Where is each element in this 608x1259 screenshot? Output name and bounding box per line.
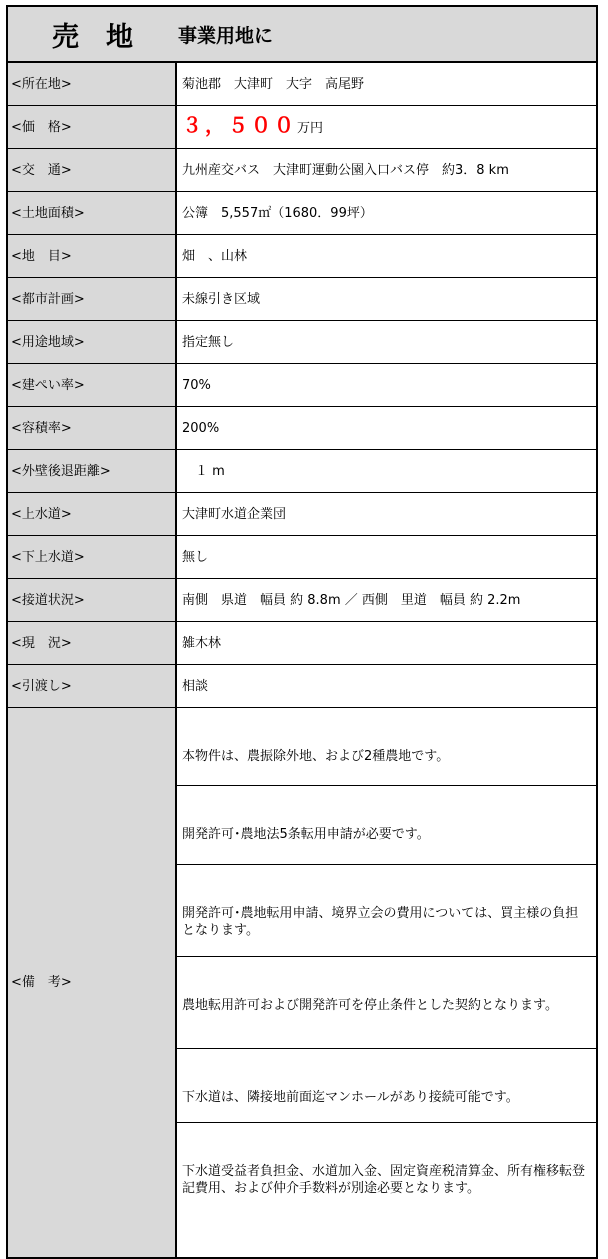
- remark-note: 下水道は、隣接地前面迄マンホールがあり接続可能です。: [177, 1083, 596, 1123]
- row-label: <交 通>: [8, 149, 176, 192]
- row-value: １ m: [176, 450, 596, 493]
- row-value: 大津町水道企業団: [176, 493, 596, 536]
- table-row-remarks: [8, 708, 596, 1258]
- table-row-building-coverage: [8, 364, 596, 407]
- sheet-header: [8, 7, 596, 63]
- table-row-location: [8, 63, 596, 106]
- property-table: [8, 63, 596, 1257]
- row-label: <容積率>: [8, 407, 176, 450]
- row-label: <地 目>: [8, 235, 176, 278]
- price-unit: 万円: [297, 121, 324, 136]
- row-value: 70%: [176, 364, 596, 407]
- row-value: 無し: [176, 536, 596, 579]
- table-row-sewerage: [8, 536, 596, 579]
- row-label: <下上水道>: [8, 536, 176, 579]
- table-row-wall-setback: [8, 450, 596, 493]
- row-value: 菊池郡 大津町 大字 高尾野: [176, 63, 596, 106]
- table-row-floor-area-ratio: [8, 407, 596, 450]
- remark-note: 開発許可･農地転用申請、境界立会の費用については、買主様の負担となります。: [177, 899, 596, 957]
- property-sheet: [6, 5, 598, 1259]
- table-row-zoning: [8, 321, 596, 364]
- row-value: 九州産交バス 大津町運動公園入口バス停 約3．8 km: [176, 149, 596, 192]
- table-row-price: [8, 106, 596, 149]
- listing-subtitle: 事業用地に: [178, 24, 274, 47]
- listing-type-title: 売 地: [52, 21, 133, 53]
- row-value: 畑 、山林: [176, 235, 596, 278]
- row-value: 相談: [176, 665, 596, 708]
- row-value: 未線引き区域: [176, 278, 596, 321]
- table-row-land-category: [8, 235, 596, 278]
- remark-note: 開発許可･農地法5条転用申請が必要です。: [177, 820, 596, 865]
- row-label: <用途地域>: [8, 321, 176, 364]
- row-value: 200%: [176, 407, 596, 450]
- row-label: <都市計画>: [8, 278, 176, 321]
- price-value: [176, 106, 596, 149]
- row-label: <価 格>: [8, 106, 176, 149]
- remark-note: 本物件は、農振除外地、および2種農地です。: [177, 742, 596, 786]
- row-label: <上水道>: [8, 493, 176, 536]
- row-label: <引渡し>: [8, 665, 176, 708]
- remark-note: 農地転用許可および開発許可を停止条件とした契約となります。: [177, 991, 596, 1049]
- row-value: 雑木林: [176, 622, 596, 665]
- row-label: <建ぺい率>: [8, 364, 176, 407]
- price-amount: ３，５００: [182, 113, 297, 137]
- table-row-road-access: [8, 579, 596, 622]
- table-row-city-planning: [8, 278, 596, 321]
- row-label: <現 況>: [8, 622, 176, 665]
- row-label: <外壁後退距離>: [8, 450, 176, 493]
- row-label: <所在地>: [8, 63, 176, 106]
- table-row-land-area: [8, 192, 596, 235]
- table-row-water-supply: [8, 493, 596, 536]
- row-value: 指定無し: [176, 321, 596, 364]
- row-label: <接道状況>: [8, 579, 176, 622]
- table-row-current-state: [8, 622, 596, 665]
- row-value: 公簿 5,557㎡（1680．99坪）: [176, 192, 596, 235]
- remark-note: 下水道受益者負担金、水道加入金、固定資産税清算金、所有権移転登記費用、および仲介手数料が別途必要となります。: [182, 1164, 586, 1196]
- remarks-label: <備 考>: [8, 708, 176, 1258]
- row-label: <土地面積>: [8, 192, 176, 235]
- remarks-notes: [176, 708, 596, 1258]
- table-row-handover: [8, 665, 596, 708]
- table-row-transport: [8, 149, 596, 192]
- row-value: 南側 県道 幅員 約 8.8m ／ 西側 里道 幅員 約 2.2m: [176, 579, 596, 622]
